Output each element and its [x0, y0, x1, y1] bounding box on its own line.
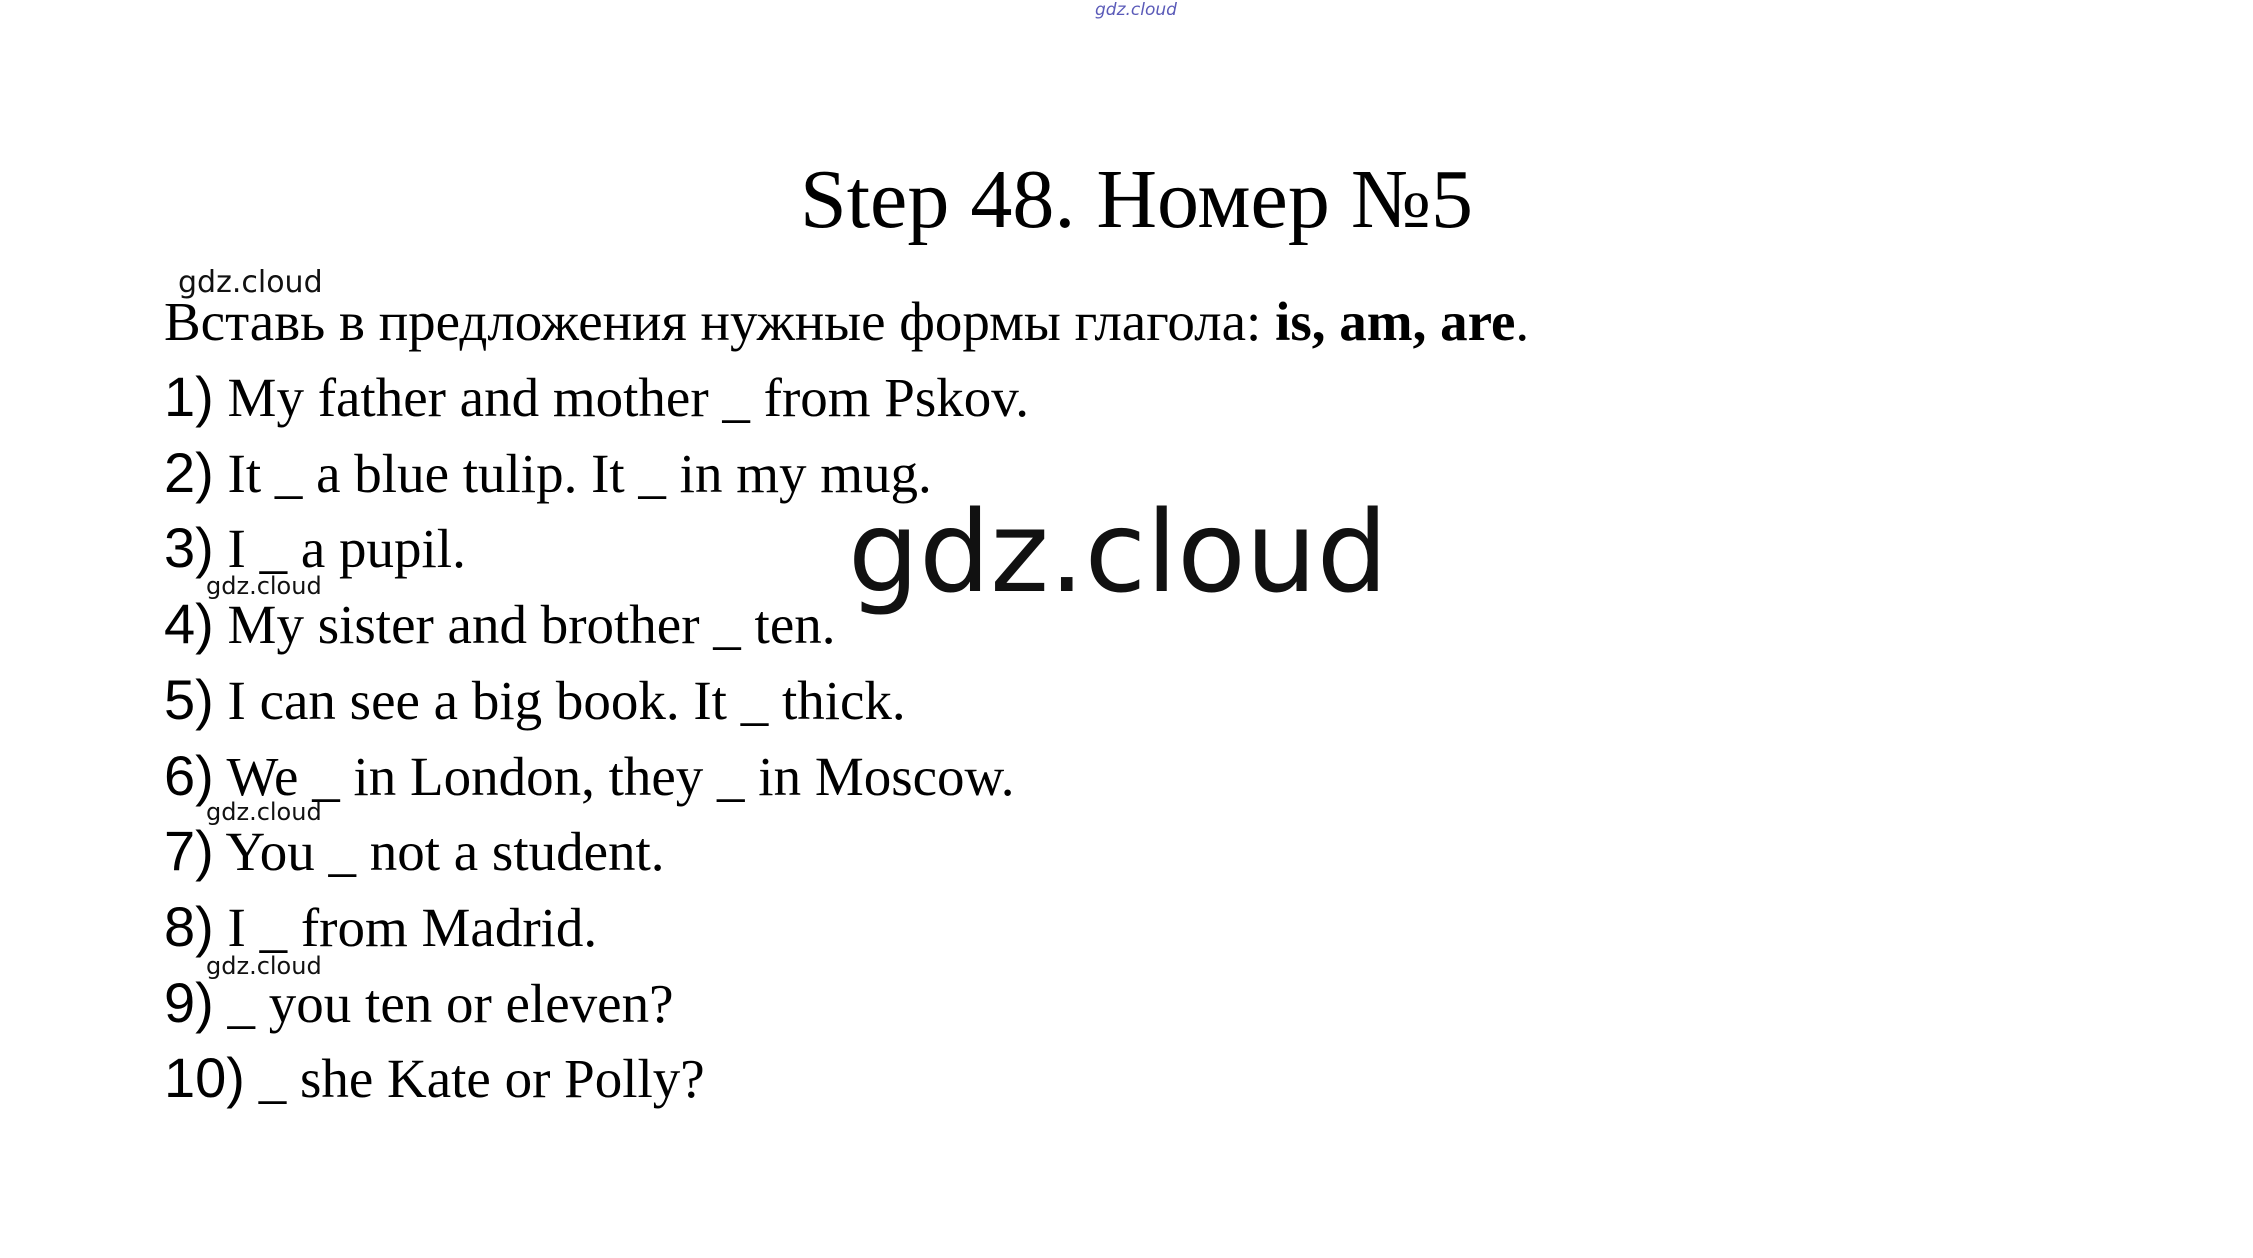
- exercise-number: 2): [164, 440, 214, 504]
- exercise-text: _ you ten or eleven?: [213, 972, 674, 1034]
- exercise-text: I _ from Madrid.: [213, 896, 598, 958]
- watermark-center: gdz.cloud: [848, 488, 1388, 618]
- exercise-item-1: [164, 360, 1029, 436]
- exercise-text: My sister and brother _ ten.: [213, 594, 836, 656]
- exercise-text: My father and mother _ from Pskov.: [213, 367, 1029, 428]
- exercise-number: 6): [164, 743, 214, 807]
- exercise-number: 5): [164, 667, 214, 731]
- exercise-text: You _ not a student.: [213, 821, 665, 883]
- exercise-text: I can see a big book. It _ thick.: [213, 669, 906, 731]
- exercise-text: _ she Kate or Polly?: [244, 1048, 705, 1110]
- exercise-number: 4): [164, 592, 214, 656]
- exercise-text: I _ a pupil.: [213, 518, 466, 580]
- instruction: [164, 290, 1529, 354]
- instruction-text: Вставь в предложения нужные формы глагола:: [164, 291, 1276, 352]
- exercise-number: 8): [164, 894, 214, 958]
- exercise-item-10: [164, 1041, 1029, 1117]
- exercise-number: 9): [164, 970, 214, 1034]
- instruction-end: .: [1515, 291, 1530, 352]
- watermark-item-8: gdz.cloud: [206, 952, 322, 980]
- exercise-text: We _ in London, they _ in Moscow.: [213, 745, 1015, 807]
- exercise-number: 10): [164, 1046, 245, 1110]
- exercise-number: 7): [164, 819, 214, 883]
- watermark-item-6: gdz.cloud: [206, 798, 322, 826]
- watermark-under-title: gdz.cloud: [178, 265, 323, 300]
- page-title: Step 48. Номер №5: [800, 153, 1473, 246]
- exercise-item-5: [164, 663, 1029, 739]
- watermark-top: gdz.cloud: [1095, 0, 1177, 20]
- exercise-text: It _ a blue tulip. It _ in my mug.: [213, 442, 932, 504]
- exercise-list: [164, 360, 1029, 1117]
- exercise-number: 3): [164, 516, 214, 580]
- exercise-number: 1): [164, 365, 214, 428]
- instruction-verbs: is, am, are: [1275, 291, 1516, 352]
- watermark-item-3: gdz.cloud: [206, 572, 322, 600]
